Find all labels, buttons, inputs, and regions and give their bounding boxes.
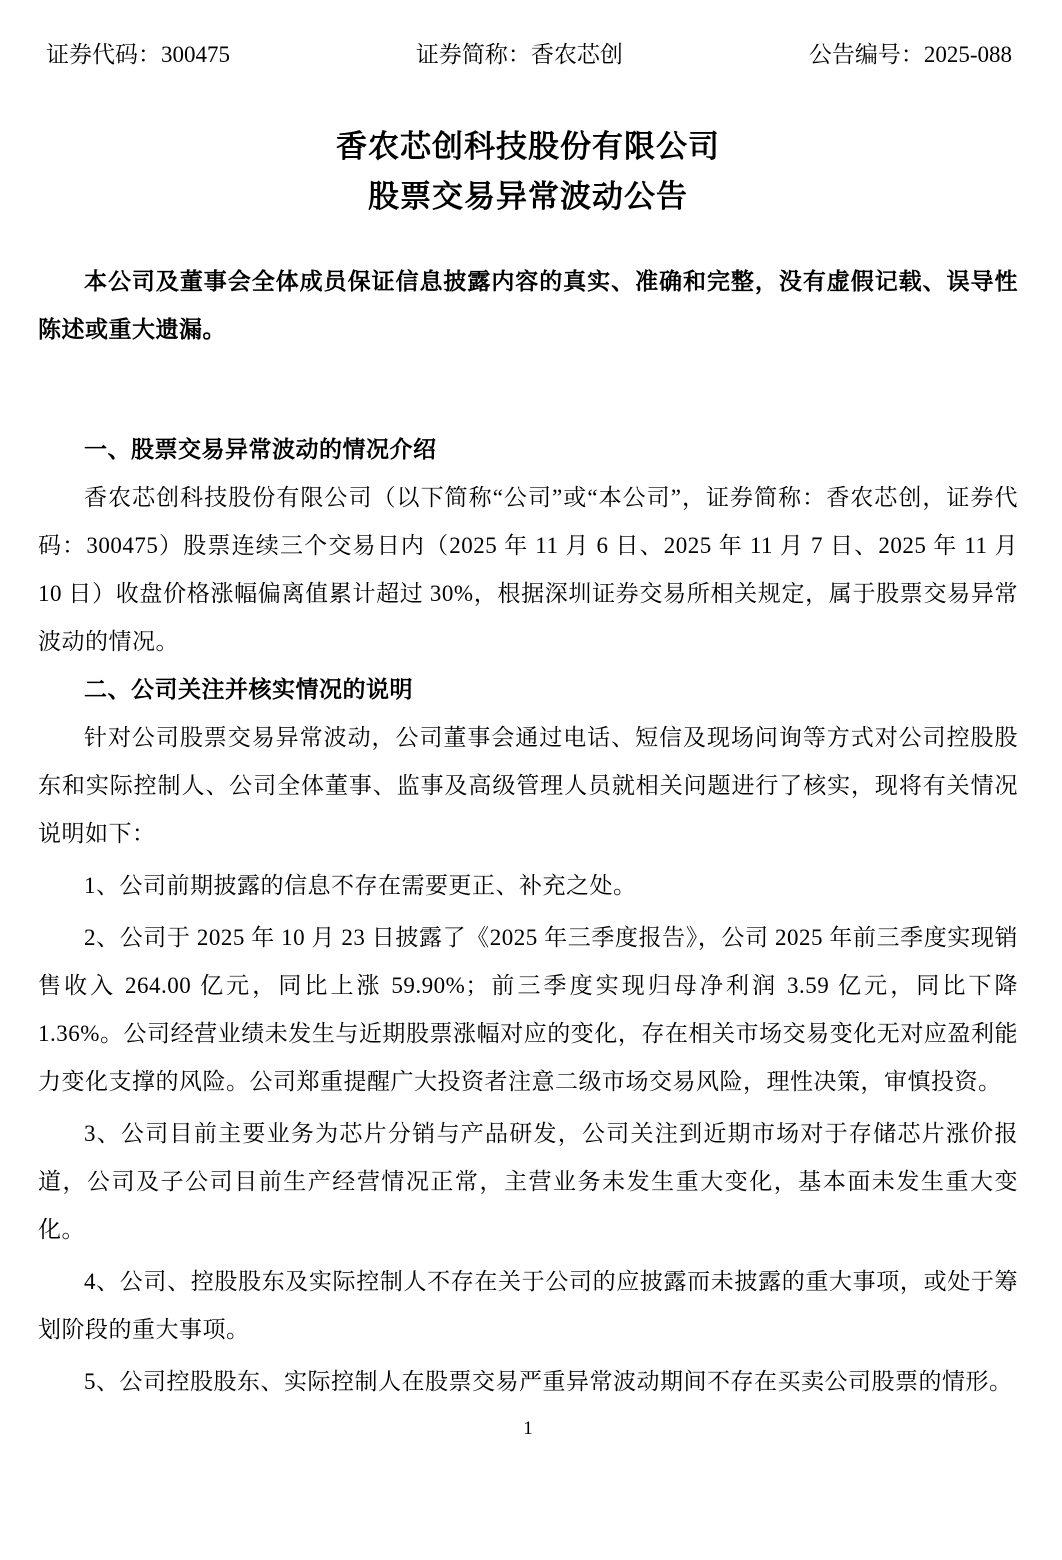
- page-footer: [38, 1414, 1018, 1444]
- section2-item-5: 5、公司控股股东、实际控制人在股票交易严重异常波动期间不存在买卖公司股票的情形。: [84, 1369, 1013, 1394]
- title-announcement-type: 股票交易异常波动公告: [368, 179, 688, 214]
- section1-paragraph: 香农芯创科技股份有限公司（以下简称“公司”或“本公司”，证券简称：香农芯创，证券代码：300475）股票连续三个交易日内（2025 年 11 月 6 日、2025 年 11 月 7 日、2025 年 11 月 10 日）收盘价格涨幅偏离值累计超过 30%，根据深圳证券交易所相关规定，属于股票交易异常波动的情况。: [38, 485, 1018, 654]
- document-title: [38, 122, 1018, 222]
- section2-intro: 针对公司股票交易异常波动，公司董事会通过电话、短信及现场问询等方式对公司控股股东和实际控制人、公司全体董事、监事及高级管理人员就相关问题进行了核实，现将有关情况说明如下：: [38, 725, 1018, 846]
- announcement-number-label: 公告编号：2025-088: [808, 42, 1012, 67]
- section2-item-1: 1、公司前期披露的信息不存在需要更正、补充之处。: [84, 873, 637, 898]
- section1-heading: 一、股票交易异常波动的情况介绍: [84, 437, 437, 462]
- section2-item-2: 2、公司于 2025 年 10 月 23 日披露了《2025 年三季度报告》，公司 2025 年前三季度实现销售收入 264.00 亿元，同比上涨 59.90%；前三季度实现归母净利润 3.59 亿元，同比下降 1.36%。公司经营业绩未发生与近期股票涨幅对应的变化，存在相关市场交易变化无对应盈利能力变化支撑的风险。公司郑重提醒广大投资者注意二级市场交易风险，理性决策，审慎投资。: [38, 925, 1019, 1094]
- document-header: [38, 40, 1018, 70]
- stock-name-label: 证券简称：香农芯创: [415, 42, 623, 67]
- board-statement: 本公司及董事会全体成员保证信息披露内容的真实、准确和完整，没有虚假记载、误导性陈述或重大遗漏。: [38, 269, 1018, 342]
- title-company-name: 香农芯创科技股份有限公司: [336, 129, 720, 164]
- page-number: 1: [523, 1418, 533, 1439]
- section2-item-4: 4、公司、控股股东及实际控制人不存在关于公司的应披露而未披露的重大事项，或处于筹划阶段的重大事项。: [38, 1269, 1018, 1342]
- stock-code-label: 证券代码：300475: [46, 42, 230, 67]
- section2-heading: 二、公司关注并核实情况的说明: [84, 677, 413, 702]
- section2-item-3: 3、公司目前主要业务为芯片分销与产品研发，公司关注到近期市场对于存储芯片涨价报道，公司及子公司目前生产经营情况正常，主营业务未发生重大变化，基本面未发生重大变化。: [38, 1121, 1018, 1242]
